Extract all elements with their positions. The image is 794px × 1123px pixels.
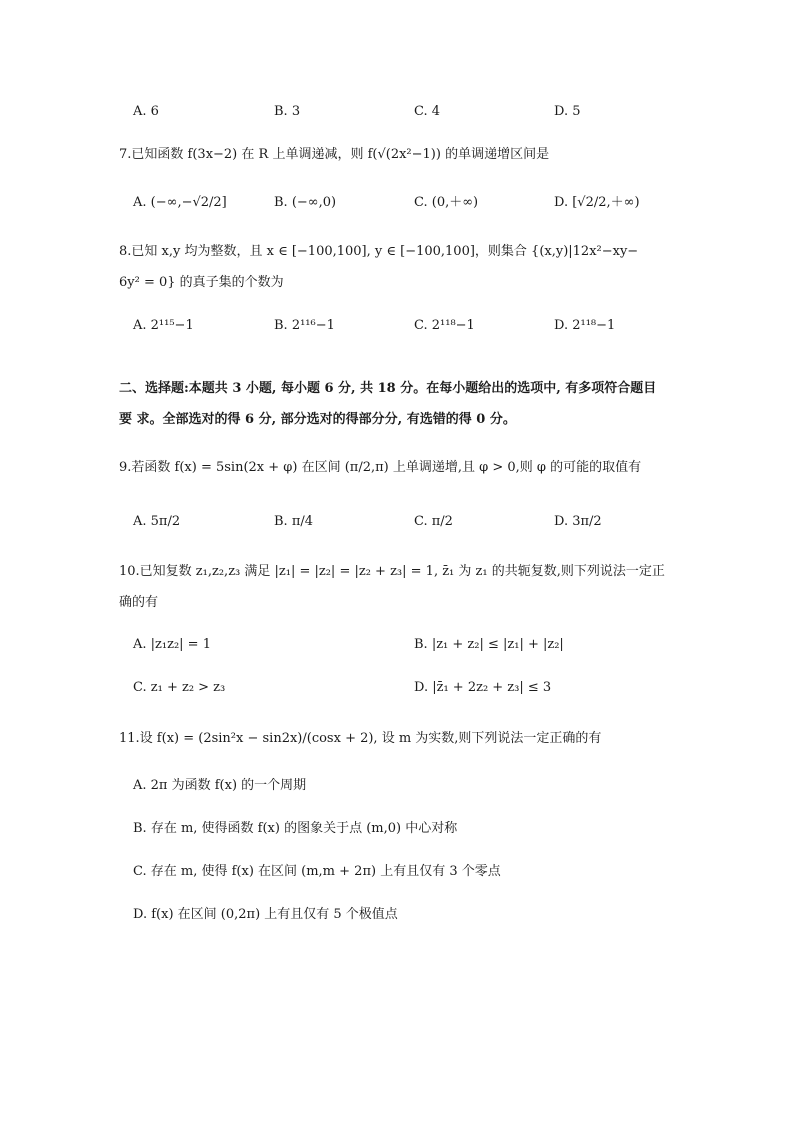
q7-stem: 7.已知函数 f(3x−2) 在 R 上单调递减，则 f(√(2x²−1)) 的单调递增区间是	[119, 147, 550, 162]
q11-option-b: B. 存在 m, 使得函数 f(x) 的图象关于点 (m,0) 中心对称	[133, 821, 458, 836]
q8-stem-2: 6y² = 0} 的真子集的个数为	[119, 275, 284, 290]
q10-option-a: A. |z₁z₂| = 1	[133, 637, 211, 652]
q10-option-c: C. z₁ + z₂ > z₃	[133, 680, 226, 695]
section-2-heading-line-2	[0, 408, 794, 432]
q7-options	[0, 191, 794, 215]
q10-stem-1: 10.已知复数 z₁,z₂,z₃ 满足 |z₁| = |z₂| = |z₂ + z₃| = 1, z̄₁ 为 z₁ 的共轭复数,则下列说法一定正	[119, 564, 665, 579]
q11-option-d-line	[0, 903, 794, 927]
q7-option-d: D. [√2/2,＋∞)	[554, 195, 640, 210]
q8-option-c: C. 2¹¹⁸−1	[414, 318, 475, 333]
q10-stem-line-2	[0, 591, 794, 615]
q7-option-a: A. (−∞,−√2/2]	[133, 195, 227, 210]
q10-options-row-2	[0, 676, 794, 700]
q11-stem-line	[0, 727, 794, 751]
q9-option-a: A. 5π/2	[133, 514, 181, 529]
q8-stem-1: 8.已知 x,y 均为整数，且 x ∈ [−100,100], y ∈ [−100,100]，则集合 {(x,y)|12x²−xy−	[119, 244, 639, 259]
q8-option-b: B. 2¹¹⁶−1	[274, 318, 335, 333]
q8-option-d: D. 2¹¹⁸−1	[554, 318, 616, 333]
q8-options	[0, 314, 794, 338]
q6-option-c: C. 4	[414, 104, 441, 119]
q11-option-c: C. 存在 m, 使得 f(x) 在区间 (m,m + 2π) 上有且仅有 3 个零点	[133, 864, 501, 879]
q8-stem-line-1	[0, 240, 794, 264]
q7-option-c: C. (0,＋∞)	[414, 195, 479, 210]
q11-option-c-line	[0, 860, 794, 884]
q9-stem: 9.若函数 f(x) = 5sin(2x + φ) 在区间 (π/2,π) 上单调递增,且 φ > 0,则 φ 的可能的取值有	[119, 460, 642, 475]
q9-option-c: C. π/2	[414, 514, 453, 529]
q8-stem-line-2	[0, 271, 794, 295]
section-2-heading-line-1	[0, 377, 794, 401]
q10-option-b: B. |z₁ + z₂| ≤ |z₁| + |z₂|	[414, 637, 564, 652]
q6-option-b: B. 3	[274, 104, 301, 119]
q6-option-d: D. 5	[554, 104, 581, 119]
q11-option-a-line	[0, 774, 794, 798]
q11-option-b-line	[0, 817, 794, 841]
q9-options	[0, 510, 794, 534]
q7-option-b: B. (−∞,0)	[274, 195, 337, 210]
q9-option-b: B. π/4	[274, 514, 314, 529]
section-2-heading-1: 二、选择题:本题共 3 小题, 每小题 6 分, 共 18 分。在每小题给出的选项中, 有多项符合题目	[119, 381, 657, 396]
q10-options-row-1	[0, 633, 794, 657]
q9-option-d: D. 3π/2	[554, 514, 602, 529]
q11-stem: 11.设 f(x) = (2sin²x − sin2x)/(cosx + 2), 设 m 为实数,则下列说法一定正确的有	[119, 731, 602, 746]
q10-stem-2: 确的有	[119, 595, 159, 610]
q11-option-d: D. f(x) 在区间 (0,2π) 上有且仅有 5 个极值点	[133, 907, 398, 922]
q6-options	[0, 100, 794, 124]
q10-stem-line-1	[0, 560, 794, 584]
q7-stem-line	[0, 143, 794, 167]
q11-option-a: A. 2π 为函数 f(x) 的一个周期	[133, 778, 307, 793]
q8-option-a: A. 2¹¹⁵−1	[133, 318, 194, 333]
q10-option-d: D. |z̄₁ + 2z₂ + z₃| ≤ 3	[414, 680, 552, 695]
q6-option-a: A. 6	[133, 104, 159, 119]
section-2-heading-2: 要 求。全部选对的得 6 分, 部分选对的得部分分, 有选错的得 0 分。	[119, 412, 516, 427]
q9-stem-line	[0, 456, 794, 480]
